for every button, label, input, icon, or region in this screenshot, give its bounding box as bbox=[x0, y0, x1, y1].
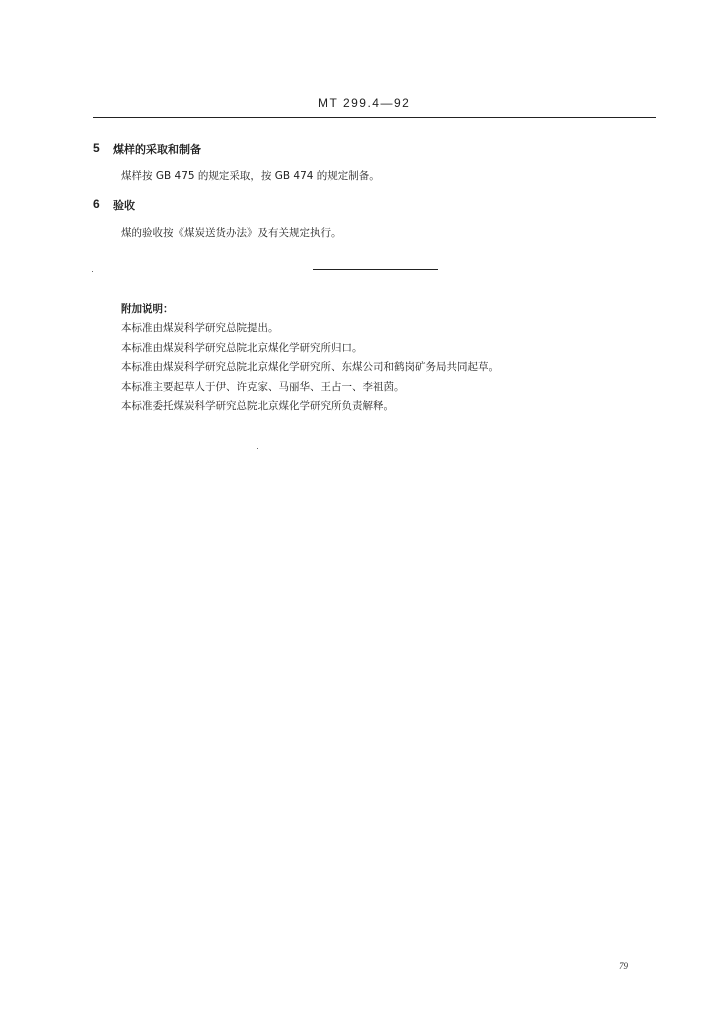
note-line-drafters-org: 本标准由煤炭科学研究总院北京煤化学研究所、东煤公司和鹤岗矿务局共同起草。 bbox=[121, 361, 499, 373]
note-line-proposer: 本标准由煤炭科学研究总院提出。 bbox=[121, 322, 279, 334]
section-5-number: 5 bbox=[93, 141, 100, 155]
end-of-text-rule bbox=[313, 269, 438, 270]
scan-speck bbox=[92, 271, 93, 272]
section-6-body: 煤的验收按《煤炭送货办法》及有关规定执行。 bbox=[121, 227, 342, 239]
section-6-number: 6 bbox=[93, 197, 100, 211]
scan-speck bbox=[257, 448, 258, 449]
additional-notes bbox=[121, 299, 499, 417]
note-line-drafters-people: 本标准主要起草人于伊、许克家、马丽华、王占一、李祖茵。 bbox=[121, 380, 405, 393]
header-rule bbox=[93, 117, 656, 118]
section-5-title: 煤样的采取和制备 bbox=[113, 143, 201, 156]
note-line-centralized: 本标准由煤炭科学研究总院北京煤化学研究所归口。 bbox=[121, 341, 363, 354]
additional-notes-heading: 附加说明： bbox=[121, 303, 174, 315]
standard-code-header: MT 299.4—92 bbox=[318, 96, 411, 110]
note-line-interpretation: 本标准委托煤炭科学研究总院北京煤化学研究所负责解释。 bbox=[121, 400, 394, 412]
section-6-title: 验收 bbox=[113, 199, 135, 212]
page-number: 79 bbox=[619, 961, 628, 971]
section-5-body: 煤样按 GB 475 的规定采取，按 GB 474 的规定制备。 bbox=[121, 170, 380, 182]
